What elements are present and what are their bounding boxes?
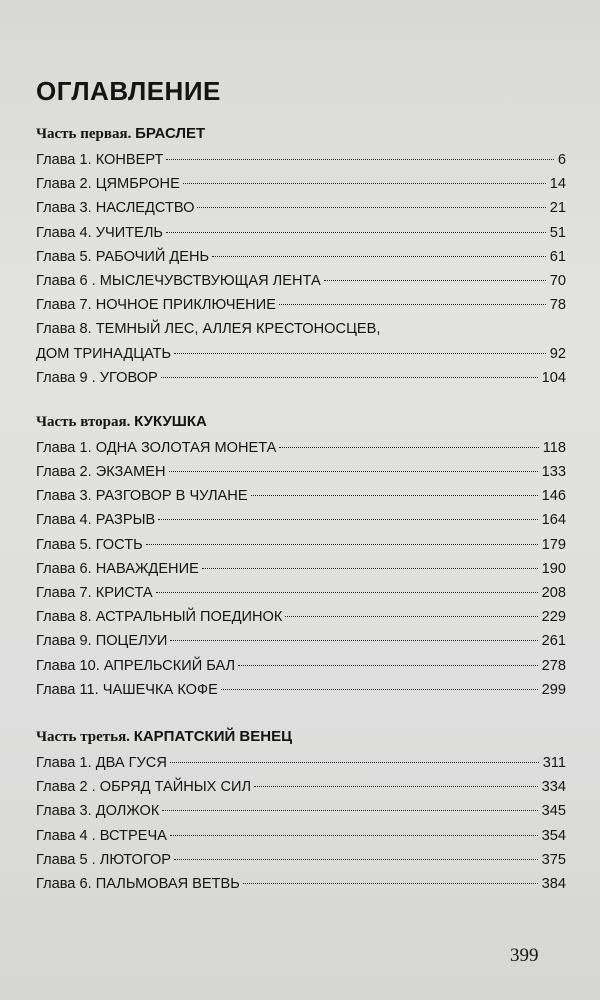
dot-leader <box>166 232 546 233</box>
toc-entry[interactable] <box>36 533 566 557</box>
toc-entry[interactable] <box>36 824 566 848</box>
chapter-title: ДОМ ТРИНАДЦАТЬ <box>36 345 172 362</box>
toc-entry[interactable] <box>36 366 566 390</box>
chapter-page: 104 <box>541 369 566 386</box>
dot-leader <box>221 689 538 690</box>
chapter-page: 278 <box>541 657 566 674</box>
chapter-title: Глава 4 . ВСТРЕЧА <box>36 827 167 844</box>
chapter-title: Глава 5. ГОСТЬ <box>36 536 143 553</box>
toc-entry[interactable] <box>36 848 566 872</box>
dot-leader <box>174 859 538 860</box>
chapter-page: 14 <box>549 176 566 193</box>
table-of-contents <box>36 72 566 896</box>
toc-entry[interactable] <box>36 872 566 896</box>
chapter-page: 345 <box>541 803 566 820</box>
dot-leader <box>238 665 538 666</box>
toc-entry[interactable] <box>36 221 566 245</box>
toc-entry[interactable] <box>36 581 566 605</box>
chapter-title: Глава 2 . ОБРЯД ТАЙНЫХ СИЛ <box>36 779 252 796</box>
part-3 <box>36 727 566 896</box>
dot-leader <box>197 207 545 208</box>
toc-entry[interactable] <box>36 678 566 702</box>
part-2 <box>36 412 566 702</box>
toc-entry[interactable] <box>36 484 566 508</box>
toc-entry[interactable] <box>36 148 566 172</box>
chapter-title: Глава 7. КРИСТА <box>36 585 153 601</box>
dot-leader <box>243 883 538 884</box>
toc-entry[interactable] <box>36 508 566 532</box>
chapter-title: Глава 9. ПОЦЕЛУИ <box>36 633 168 650</box>
chapter-title: Глава 7. НОЧНОЕ ПРИКЛЮЧЕНИЕ <box>36 297 276 314</box>
chapter-page: 384 <box>541 875 566 892</box>
dot-leader <box>146 544 538 545</box>
dot-leader <box>279 447 538 448</box>
dot-leader <box>161 377 538 378</box>
toc-entry[interactable] <box>36 196 566 220</box>
chapter-title: Глава 6. НАВАЖДЕНИЕ <box>36 560 199 577</box>
chapter-title: Глава 10. АПРЕЛЬСКИЙ БАЛ <box>36 657 236 674</box>
chapter-page: 164 <box>541 512 566 529</box>
dot-leader <box>174 353 546 354</box>
dot-leader <box>202 568 538 569</box>
chapter-title: Глава 8. АСТРАЛЬНЫЙ ПОЕДИНОК <box>36 609 283 626</box>
part-prefix: Часть первая. <box>36 126 132 142</box>
toc-entry[interactable] <box>36 245 566 269</box>
chapter-title: Глава 3. НАСЛЕДСТВО <box>36 200 195 217</box>
chapter-page: 118 <box>542 439 566 456</box>
chapter-page: 299 <box>541 681 566 698</box>
chapter-page: 92 <box>549 345 566 362</box>
dot-leader <box>169 471 538 472</box>
chapter-page: 261 <box>541 633 566 650</box>
chapter-page: 61 <box>549 248 566 265</box>
chapter-title: Глава 11. ЧАШЕЧКА КОФЕ <box>36 681 218 698</box>
dot-leader <box>170 762 539 763</box>
toc-entry[interactable] <box>36 436 566 460</box>
toc-entry[interactable] <box>36 269 566 293</box>
chapter-page: 51 <box>549 224 566 241</box>
toc-entry[interactable] <box>36 654 566 678</box>
dot-leader <box>251 495 538 496</box>
page-number: 399 <box>510 945 539 966</box>
dot-leader <box>183 183 546 184</box>
chapter-title: Глава 2. ЦЯМБРОНЕ <box>36 176 180 193</box>
part-title <box>36 727 566 747</box>
dot-leader <box>166 159 553 160</box>
chapter-page: 375 <box>541 851 566 868</box>
part-1 <box>36 124 566 390</box>
chapter-page: 229 <box>541 609 566 626</box>
toc-heading: ОГЛАВЛЕНИЕ <box>36 76 221 106</box>
toc-entry[interactable] <box>36 605 566 629</box>
part-name: КУКУШКА <box>134 412 207 430</box>
toc-entry[interactable] <box>36 557 566 581</box>
chapter-title: Глава 4. РАЗРЫВ <box>36 512 156 529</box>
dot-leader <box>156 592 538 593</box>
chapter-page: 78 <box>549 297 566 314</box>
chapter-page: 208 <box>541 585 566 601</box>
chapter-title: Глава 2. ЭКЗАМЕН <box>36 464 166 481</box>
chapter-page: 133 <box>541 464 566 481</box>
part-title <box>36 124 566 144</box>
part-title <box>36 412 566 432</box>
chapter-page: 179 <box>541 536 566 553</box>
chapter-title: Глава 6. ПАЛЬМОВАЯ ВЕТВЬ <box>36 875 240 892</box>
part-name: БРАСЛЕТ <box>135 125 206 142</box>
chapter-title: Глава 6 . МЫСЛЕЧУВСТВУЮЩАЯ ЛЕНТА <box>36 272 321 289</box>
dot-leader <box>254 786 538 787</box>
toc-entry[interactable] <box>36 799 566 823</box>
chapter-title: Глава 9 . УГОВОР <box>36 369 158 386</box>
part-prefix: Часть вторая. <box>36 413 131 430</box>
chapter-title: Глава 5. РАБОЧИЙ ДЕНЬ <box>36 248 210 265</box>
chapter-page: 70 <box>549 272 566 289</box>
toc-entry[interactable] <box>36 775 566 799</box>
chapter-page: 354 <box>541 827 566 844</box>
dot-leader <box>279 304 546 305</box>
chapter-title: Глава 3. РАЗГОВОР В ЧУЛАНЕ <box>36 488 248 505</box>
chapter-page: 21 <box>549 200 566 217</box>
chapter-title: Глава 5 . ЛЮТОГОР <box>36 851 172 868</box>
chapter-title: Глава 4. УЧИТЕЛЬ <box>36 224 163 241</box>
chapter-title: Глава 3. ДОЛЖОК <box>36 803 160 820</box>
chapter-page: 146 <box>541 488 566 505</box>
chapter-title: Глава 1. ОДНА ЗОЛОТАЯ МОНЕТА <box>36 439 277 456</box>
toc-entry[interactable] <box>36 172 566 196</box>
toc-entry[interactable] <box>36 751 566 775</box>
dot-leader <box>158 519 537 520</box>
toc-entry[interactable] <box>36 342 566 366</box>
dot-leader <box>170 640 537 641</box>
dot-leader <box>285 616 537 617</box>
chapter-title: Глава 1. ДВА ГУСЯ <box>36 754 167 771</box>
toc-entry[interactable] <box>36 460 566 484</box>
dot-leader <box>212 256 546 257</box>
dot-leader <box>162 810 537 811</box>
dot-leader <box>324 280 546 281</box>
chapter-title-line1[interactable]: Глава 8. ТЕМНЫЙ ЛЕС, АЛЛЕЯ КРЕСТОНОСЦЕВ, <box>36 321 381 338</box>
toc-entry[interactable] <box>36 629 566 653</box>
chapter-page: 6 <box>557 152 566 168</box>
toc-entry[interactable] <box>36 293 566 317</box>
part-name: КАРПАТСКИЙ ВЕНЕЦ <box>133 727 293 745</box>
chapter-page: 311 <box>542 754 566 771</box>
dot-leader <box>170 835 538 836</box>
part-prefix: Часть третья. <box>36 728 130 745</box>
chapter-page: 190 <box>541 560 566 577</box>
chapter-page: 334 <box>541 779 566 796</box>
chapter-title: Глава 1. КОНВЕРТ <box>36 152 164 168</box>
